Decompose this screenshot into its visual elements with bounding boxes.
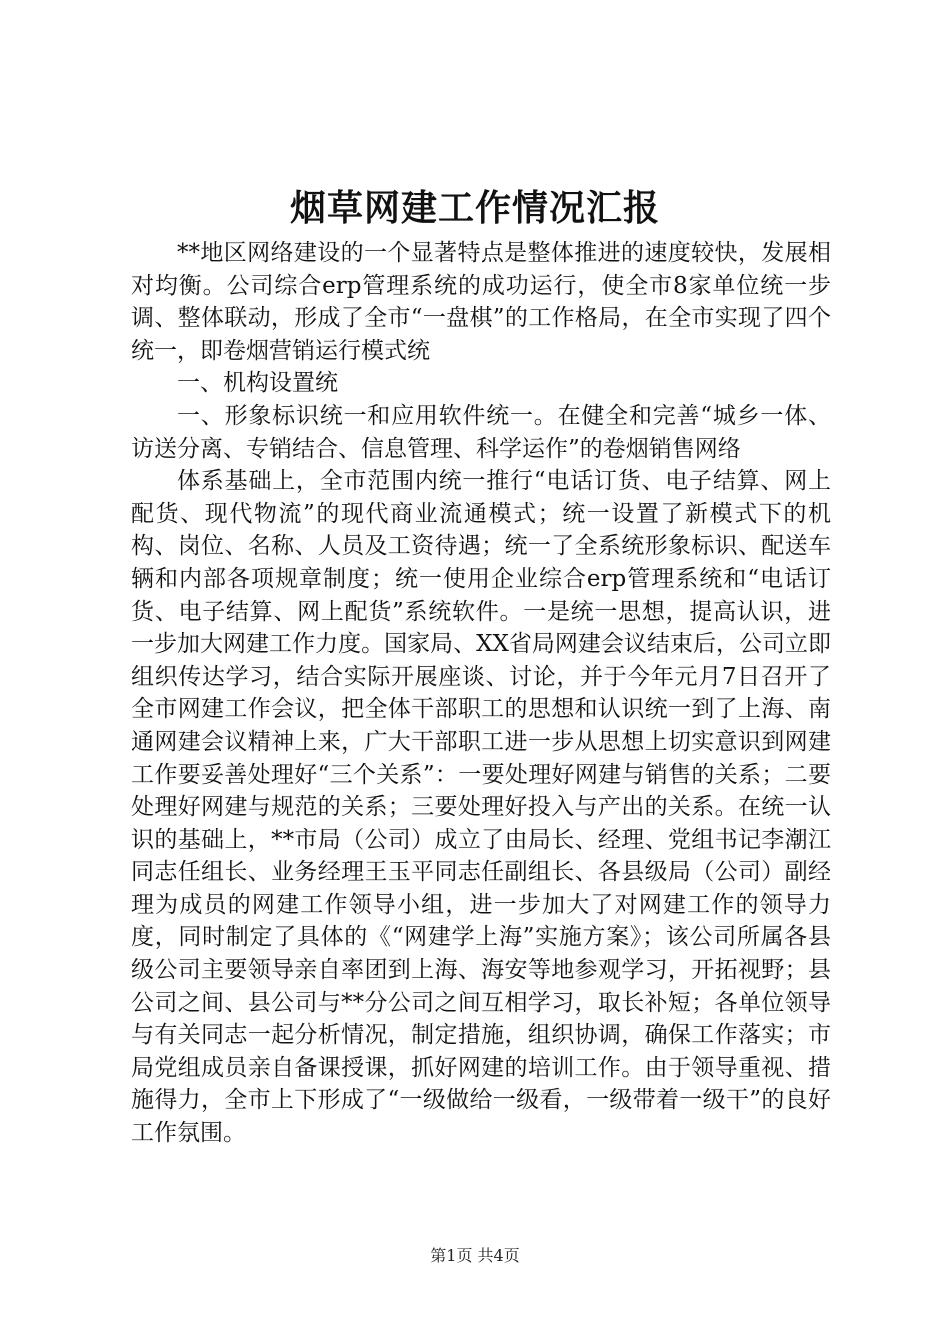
page-number-footer: 第1页 共4页	[430, 1246, 520, 1265]
document-title: 烟草网建工作情况汇报	[289, 187, 660, 229]
paragraph-section-heading: 一、机构设置统	[177, 370, 338, 397]
document-body	[131, 237, 831, 1150]
paragraph-intro: **地区网络建设的一个显著特点是整体推进的速度较快，发展相对均衡。公司综合erp管理系统的成功运行，使全市8家单位统一步调、整体联动，形成了全市“一盘棋”的工作格局，在全市实现了四个统一，即卷烟营销运行模式统	[131, 240, 831, 364]
paragraph-system-details: 体系基础上，全市范围内统一推行“电话订货、电子结算、网上配货、现代物流”的现代商业流通模式；统一设置了新模式下的机构、岗位、名称、人员及工资待遇；统一了全系统形象标识、配送车辆和内部各项规章制度；统一使用企业综合erp管理系统和“电话订货、电子结算、网上配货”系统软件。一是统一思想，提高认识，进一步加大网建工作力度。国家局、XX省局网建会议结束后，公司立即组织传达学习，结合实际开展座谈、讨论，并于今年元月7日召开了全市网建工作会议，把全体干部职工的思想和认识统一到了上海、南通网建会议精神上来，广大干部职工进一步从思想上切实意识到网建工作要妥善处理好“三个关系”：一要处理好网建与销售的关系；二要处理好网建与规范的关系；三要处理好投入与产出的关系。在统一认识的基础上，**市局（公司）成立了由局长、经理、党组书记李潮江同志任组长、业务经理王玉平同志任副组长、各县级局（公司）副经理为成员的网建工作领导小组，进一步加大了对网建工作的领导力度，同时制定了具体的《“网建学上海”实施方案》；该公司所属各县级公司主要领导亲自率团到上海、海安等地参观学习，开拓视野；县公司之间、县公司与**分公司之间互相学习，取长补短；各单位领导与有关同志一起分析情况，制定措施，组织协调，确保工作落实；市局党组成员亲自备课授课，抓好网建的培训工作。由于领导重视、措施得力，全市上下形成了“一级做给一级看，一级带着一级干”的良好工作氛围。	[131, 468, 831, 1147]
paragraph-unification: 一、形象标识统一和应用软件统一。在健全和完善“城乡一体、访送分离、专销结合、信息管理、科学运作”的卷烟销售网络	[131, 402, 831, 462]
